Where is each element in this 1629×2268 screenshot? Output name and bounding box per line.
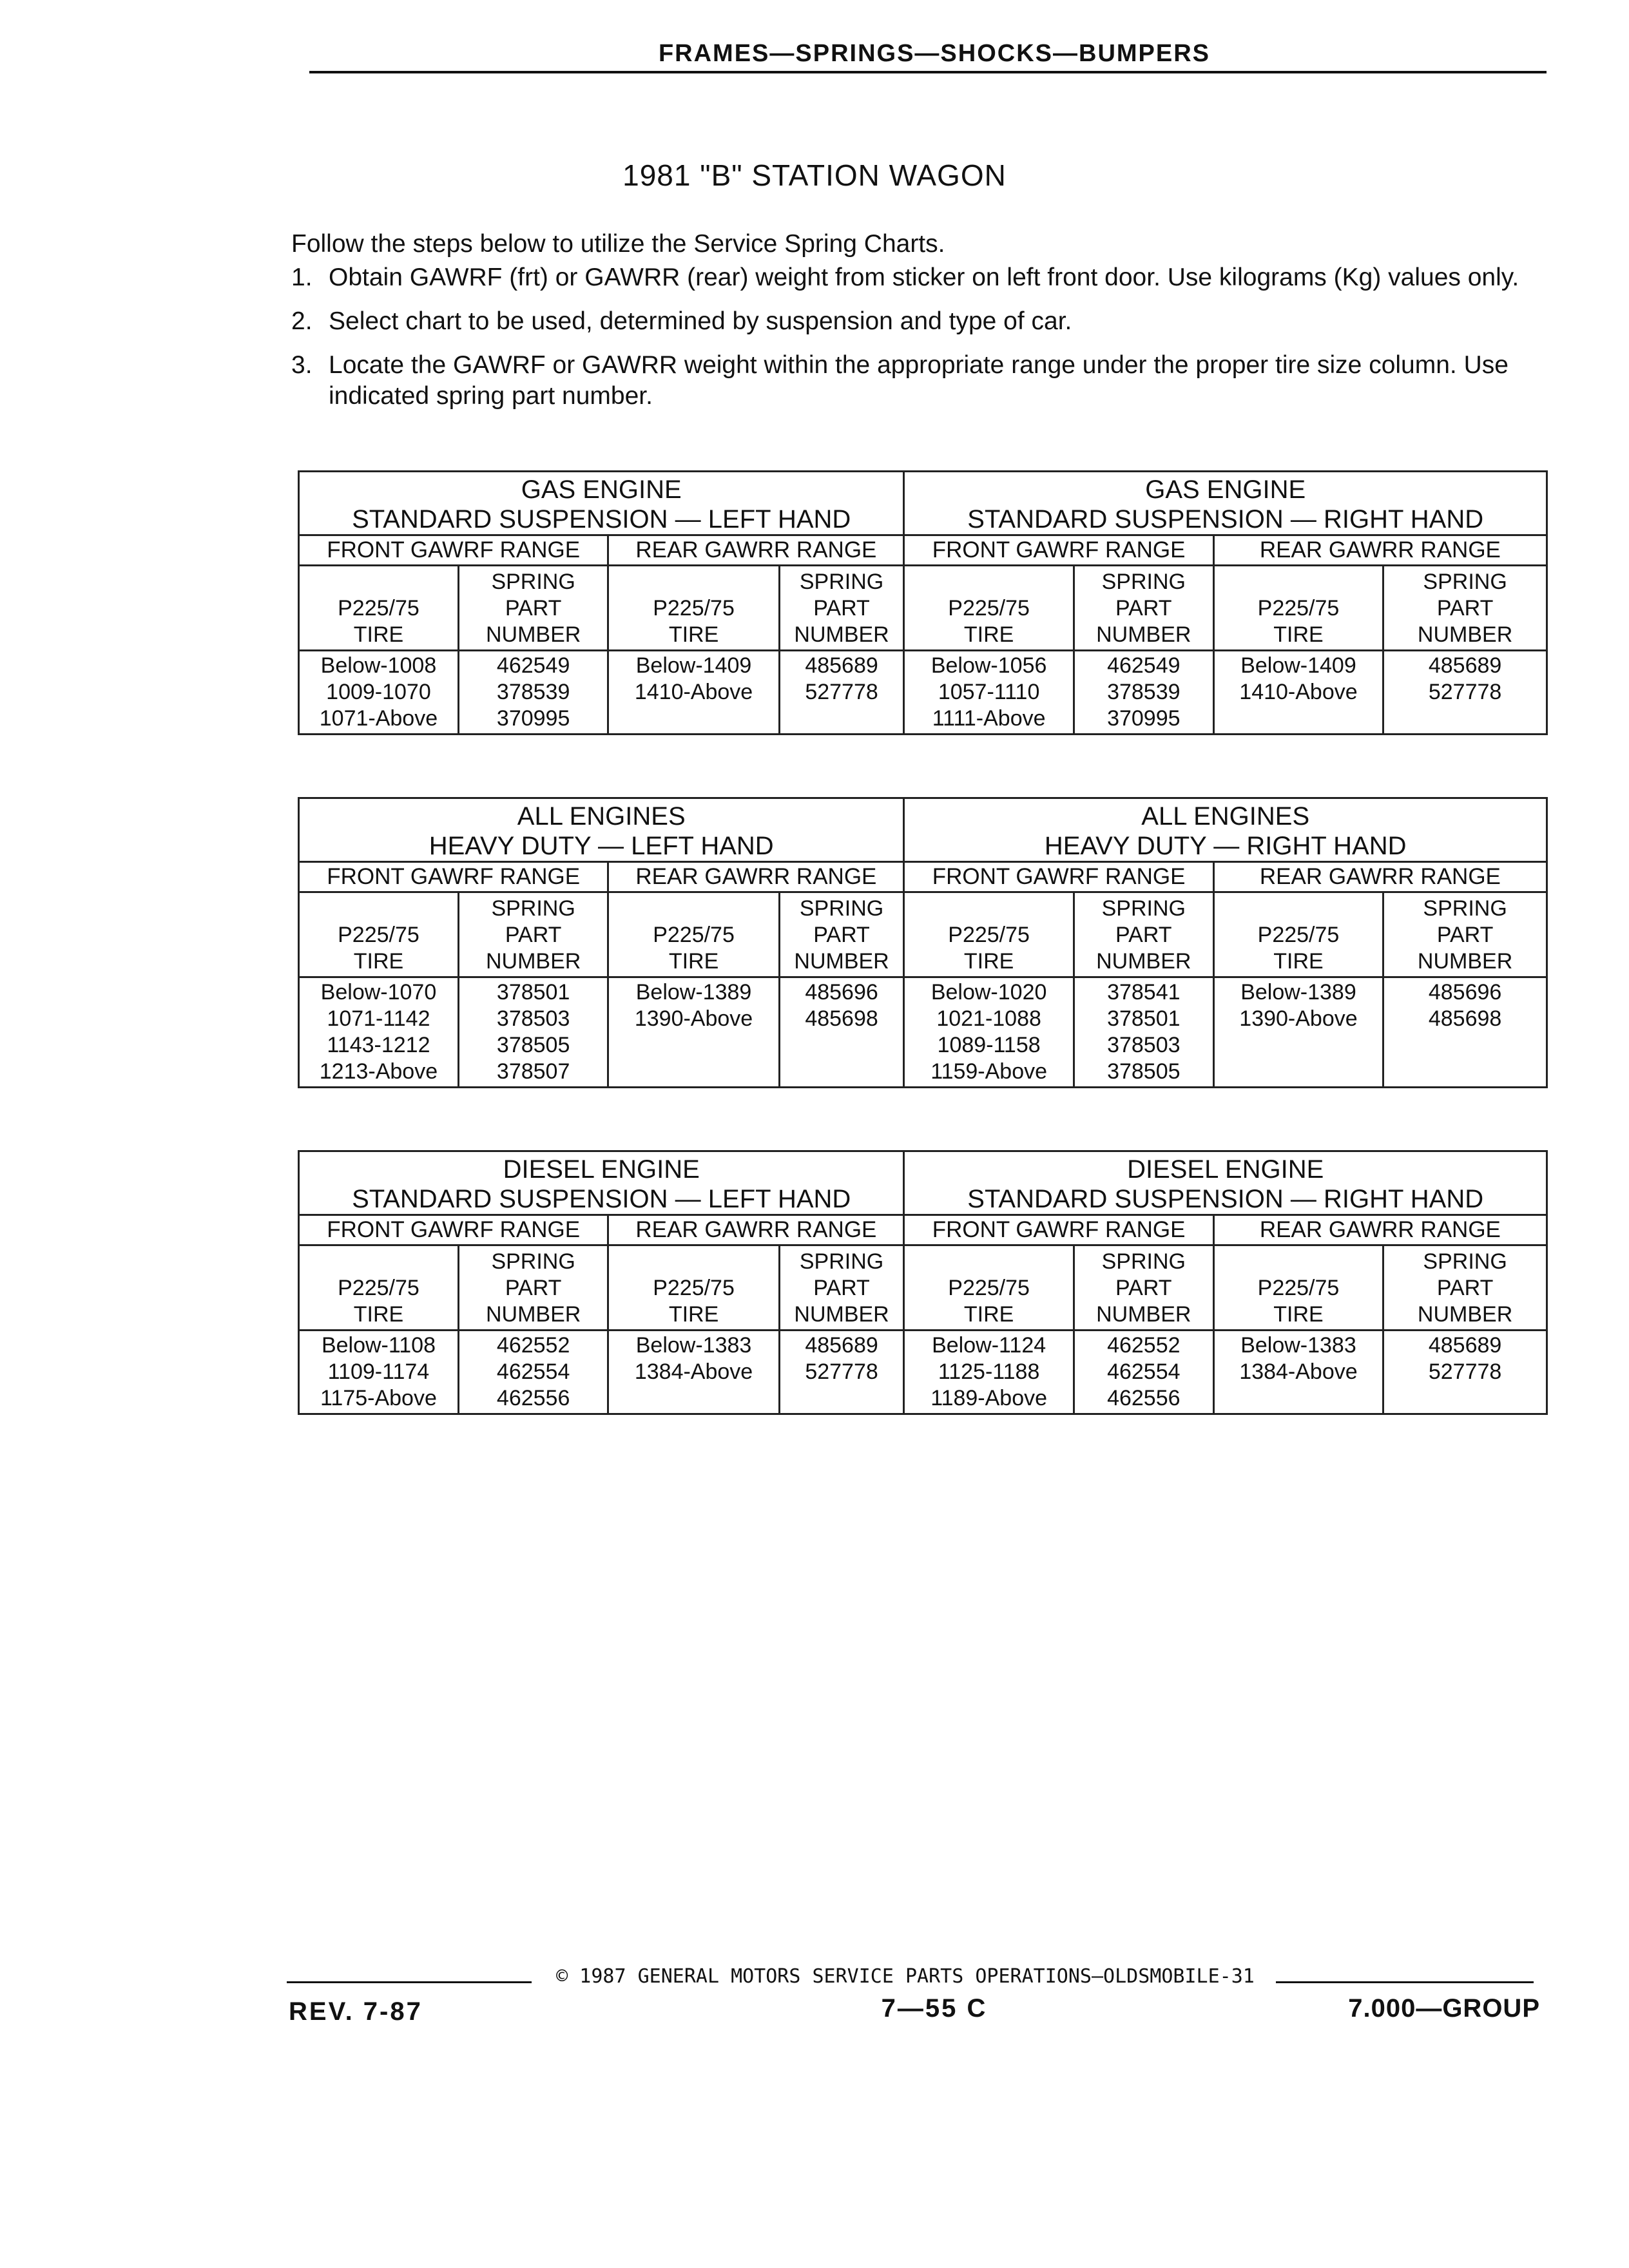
part-number-column (458, 977, 608, 1088)
weight-range-column (904, 1331, 1074, 1414)
column-header-line: SPRING (1423, 1249, 1507, 1274)
weight-range-cell: 1384-Above (1239, 1360, 1358, 1384)
tire-column-header (299, 1245, 459, 1331)
weight-range-column (1213, 651, 1383, 735)
column-header-line: TIRE (963, 622, 1014, 647)
step-text: Obtain GAWRF (frt) or GAWRR (rear) weight from sticker on left front door. Use kilograms (Kg) values only. (329, 264, 1519, 291)
part-number-cell: 485689 (1428, 1333, 1502, 1358)
part-number-column-header (1074, 892, 1213, 977)
chart-title-line: GAS ENGINE (521, 476, 682, 504)
part-number-column (1074, 651, 1213, 735)
column-header-line: P225/75 (1257, 1276, 1340, 1300)
column-header-line: SPRING (1423, 570, 1507, 594)
column-header-line: NUMBER (794, 1302, 889, 1327)
footer-revision: REV. 7-87 (289, 1997, 423, 2026)
left-title (299, 472, 904, 535)
weight-range-cell: Below-1383 (1240, 1333, 1356, 1358)
values-row (299, 651, 1547, 735)
part-number-cell: 485689 (805, 653, 878, 678)
range-label-row (299, 862, 1547, 892)
front-range-label: FRONT GAWRF RANGE (299, 1215, 608, 1245)
column-header-line: PART (505, 596, 562, 620)
column-header-line: NUMBER (1096, 1302, 1191, 1327)
part-number-column-header (1074, 1245, 1213, 1331)
part-number-cell: 527778 (1428, 1360, 1502, 1384)
part-number-column (1074, 1331, 1213, 1414)
weight-range-cell: 1109-1174 (327, 1360, 430, 1384)
weight-range-cell: 1175-Above (320, 1386, 437, 1410)
weight-range-cell: 1057-1110 (938, 680, 1040, 704)
column-header-line: PART (813, 923, 870, 947)
column-header-line: NUMBER (485, 949, 581, 974)
weight-range-cell: 1111-Above (932, 706, 1046, 731)
tire-column-header (904, 566, 1074, 651)
chart-title-line: HEAVY DUTY — RIGHT HAND (1044, 832, 1407, 860)
chart-title-line: STANDARD SUSPENSION — LEFT HAND (352, 1185, 851, 1213)
column-header-line: NUMBER (794, 622, 889, 647)
column-header-row (299, 892, 1547, 977)
weight-range-cell: 1189-Above (930, 1386, 1048, 1410)
part-number-cell: 370995 (1107, 706, 1181, 731)
column-header-line: TIRE (1273, 1302, 1324, 1327)
column-header-line: PART (1436, 923, 1494, 947)
right-title (904, 1151, 1547, 1215)
part-number-column-header (1074, 566, 1213, 651)
tire-column-header (299, 566, 459, 651)
part-number-cell: 485689 (805, 1333, 878, 1358)
values-row (299, 1331, 1547, 1414)
front-range-label: FRONT GAWRF RANGE (904, 862, 1213, 892)
front-range-label: FRONT GAWRF RANGE (299, 862, 608, 892)
part-number-column (1383, 1331, 1547, 1414)
column-header-line: PART (1115, 1276, 1172, 1300)
part-number-cell: 378539 (1107, 680, 1181, 704)
part-number-cell: 378539 (496, 680, 570, 704)
column-header-line: TIRE (353, 1302, 404, 1327)
part-number-cell: 527778 (1428, 680, 1502, 704)
column-header-line: NUMBER (794, 949, 889, 974)
weight-range-column (299, 977, 459, 1088)
chart-title-line: GAS ENGINE (1145, 476, 1306, 504)
part-number-column (779, 651, 904, 735)
column-header-line: TIRE (668, 949, 719, 974)
column-header-line: PART (505, 923, 562, 947)
weight-range-column (1213, 1331, 1383, 1414)
part-number-cell: 462549 (496, 653, 570, 678)
weight-range-cell: 1410-Above (634, 680, 753, 704)
tire-column-header (904, 892, 1074, 977)
weight-range-cell: Below-1020 (930, 980, 1047, 1004)
part-number-cell: 378505 (1107, 1059, 1181, 1084)
part-number-cell: 527778 (805, 680, 878, 704)
section-header: FRAMES—SPRINGS—SHOCKS—BUMPERS (658, 40, 1211, 67)
left-title (299, 798, 904, 862)
weight-range-column (299, 1331, 459, 1414)
footer-group: 7.000—GROUP (1348, 1994, 1540, 2023)
column-header-line: P225/75 (948, 1276, 1030, 1300)
chart-title-row (299, 472, 1547, 535)
column-header-line: NUMBER (485, 1302, 581, 1327)
rear-range-label: REAR GAWRR RANGE (608, 535, 904, 566)
spring-chart-gas-standard (298, 470, 1548, 735)
part-number-column (1074, 977, 1213, 1088)
weight-range-cell: 1089-1158 (937, 1033, 1041, 1057)
part-number-column-header (779, 1245, 904, 1331)
chart-title-line: STANDARD SUSPENSION — LEFT HAND (352, 505, 851, 533)
rear-range-label: REAR GAWRR RANGE (1213, 862, 1547, 892)
part-number-cell: 462556 (1107, 1386, 1181, 1410)
part-number-cell: 485698 (805, 1006, 878, 1031)
column-header-line: TIRE (668, 1302, 719, 1327)
footer-copyright: © 1987 GENERAL MOTORS SERVICE PARTS OPERATIONS—OLDSMOBILE-31 (556, 1965, 1255, 1988)
column-header-line: PART (1115, 596, 1172, 620)
part-number-column-header (1383, 892, 1547, 977)
part-number-cell: 378501 (1107, 1006, 1181, 1031)
part-number-cell: 370995 (496, 706, 570, 731)
weight-range-cell: Below-1389 (1240, 980, 1356, 1004)
chart-title-row (299, 798, 1547, 862)
weight-range-cell: 1159-Above (930, 1059, 1048, 1084)
column-header-line: NUMBER (1096, 622, 1191, 647)
column-header-line: SPRING (799, 1249, 884, 1274)
weight-range-column (904, 977, 1074, 1088)
column-header-line: NUMBER (485, 622, 581, 647)
part-number-cell: 378541 (1107, 980, 1181, 1004)
part-number-column-header (1383, 1245, 1547, 1331)
tire-column-header (904, 1245, 1074, 1331)
weight-range-cell: 1390-Above (634, 1006, 753, 1031)
column-header-line: SPRING (491, 570, 575, 594)
weight-range-cell: Below-1056 (930, 653, 1047, 678)
chart-title-row (299, 1151, 1547, 1215)
column-header-line: P225/75 (1257, 596, 1340, 620)
column-header-line: P225/75 (948, 596, 1030, 620)
part-number-cell: 378503 (1107, 1033, 1181, 1057)
part-number-cell: 462549 (1107, 653, 1181, 678)
instruction-step (291, 262, 1554, 293)
column-header-line: P225/75 (338, 923, 419, 947)
column-header-line: NUMBER (1417, 622, 1513, 647)
instruction-step (291, 306, 1554, 337)
spring-chart-diesel-standard (298, 1150, 1548, 1415)
tire-column-header (1213, 892, 1383, 977)
rear-range-label: REAR GAWRR RANGE (608, 862, 904, 892)
step-number: 3. (291, 351, 313, 379)
weight-range-cell: Below-1008 (320, 653, 437, 678)
step-number: 2. (291, 307, 313, 335)
column-header-line: P225/75 (338, 1276, 419, 1300)
column-header-line: PART (813, 596, 870, 620)
part-number-column (779, 1331, 904, 1414)
column-header-line: PART (1436, 596, 1494, 620)
part-number-cell: 462554 (1107, 1360, 1181, 1384)
weight-range-cell: Below-1070 (320, 980, 437, 1004)
footer-rule-right (1276, 1981, 1534, 1983)
weight-range-column (608, 651, 779, 735)
column-header-row (299, 1245, 1547, 1331)
part-number-cell: 378501 (496, 980, 570, 1004)
weight-range-cell: 1410-Above (1239, 680, 1358, 704)
footer-rule-left (287, 1981, 532, 1983)
weight-range-cell: 1021-1088 (936, 1006, 1041, 1031)
step-text: Select chart to be used, determined by suspension and type of car. (329, 307, 1072, 335)
part-number-cell: 462552 (496, 1333, 570, 1358)
part-number-cell: 485698 (1428, 1006, 1502, 1031)
part-number-cell: 378505 (496, 1033, 570, 1057)
weight-range-column (299, 651, 459, 735)
part-number-cell: 378503 (496, 1006, 570, 1031)
weight-range-cell: Below-1108 (321, 1333, 436, 1358)
step-number: 1. (291, 264, 313, 291)
footer-page-number: 7—55 C (881, 1994, 988, 2023)
part-number-column-header (779, 892, 904, 977)
column-header-line: SPRING (491, 1249, 575, 1274)
column-header-line: TIRE (963, 1302, 1014, 1327)
part-number-column (1383, 977, 1547, 1088)
column-header-line: PART (1115, 923, 1172, 947)
tire-column-header (608, 1245, 779, 1331)
part-number-cell: 485696 (805, 980, 878, 1004)
range-label-row (299, 535, 1547, 566)
weight-range-cell: 1009-1070 (326, 680, 431, 704)
column-header-line: P225/75 (653, 1276, 735, 1300)
part-number-column-header (779, 566, 904, 651)
column-header-line: TIRE (963, 949, 1014, 974)
range-label-row (299, 1215, 1547, 1245)
instructions-intro: Follow the steps below to utilize the Service Spring Charts. (291, 230, 945, 258)
part-number-cell: 462552 (1107, 1333, 1181, 1358)
column-header-line: TIRE (353, 622, 404, 647)
column-header-line: PART (1436, 1276, 1494, 1300)
weight-range-cell: 1071-1142 (327, 1006, 430, 1031)
column-header-line: P225/75 (653, 923, 735, 947)
column-header-line: SPRING (1423, 896, 1507, 921)
tire-column-header (1213, 1245, 1383, 1331)
chart-title-line: DIESEL ENGINE (1127, 1155, 1324, 1184)
weight-range-cell: Below-1124 (932, 1333, 1046, 1358)
column-header-line: NUMBER (1417, 949, 1513, 974)
column-header-line: P225/75 (653, 596, 735, 620)
weight-range-cell: 1384-Above (634, 1360, 753, 1384)
chart-title-line: STANDARD SUSPENSION — RIGHT HAND (967, 505, 1484, 533)
chart-title-line: STANDARD SUSPENSION — RIGHT HAND (967, 1185, 1484, 1213)
left-title (299, 1151, 904, 1215)
chart-title-line: DIESEL ENGINE (503, 1155, 700, 1184)
column-header-line: TIRE (1273, 949, 1324, 974)
rear-range-label: REAR GAWRR RANGE (1213, 1215, 1547, 1245)
part-number-cell: 485689 (1428, 653, 1502, 678)
column-header-line: P225/75 (1257, 923, 1340, 947)
tire-column-header (1213, 566, 1383, 651)
part-number-column-header (1383, 566, 1547, 651)
part-number-cell: 527778 (805, 1360, 878, 1384)
spring-chart-heavy-duty (298, 797, 1548, 1088)
weight-range-cell: 1125-1188 (938, 1360, 1040, 1384)
column-header-line: TIRE (353, 949, 404, 974)
front-range-label: FRONT GAWRF RANGE (904, 535, 1213, 566)
step-text: Locate the GAWRF or GAWRR weight within the appropriate range under the proper tire size column. Use indicated spring part number. (329, 351, 1509, 410)
values-row (299, 977, 1547, 1088)
instructions (291, 229, 1554, 425)
part-number-cell: 378507 (496, 1059, 570, 1084)
tire-column-header (608, 566, 779, 651)
chart-title-line: ALL ENGINES (1141, 802, 1310, 831)
part-number-cell: 485696 (1428, 980, 1502, 1004)
column-header-line: TIRE (668, 622, 719, 647)
instruction-step (291, 350, 1554, 412)
chart-title-line: ALL ENGINES (517, 802, 686, 831)
tire-column-header (299, 892, 459, 977)
front-range-label: FRONT GAWRF RANGE (904, 1215, 1213, 1245)
tire-column-header (608, 892, 779, 977)
weight-range-cell: Below-1409 (1240, 653, 1356, 678)
part-number-column (1383, 651, 1547, 735)
column-header-line: PART (813, 1276, 870, 1300)
right-title (904, 472, 1547, 535)
part-number-cell: 462556 (496, 1386, 570, 1410)
part-number-column (458, 651, 608, 735)
part-number-column (779, 977, 904, 1088)
rear-range-label: REAR GAWRR RANGE (608, 1215, 904, 1245)
chart-title-line: HEAVY DUTY — LEFT HAND (429, 832, 774, 860)
column-header-line: SPRING (799, 570, 884, 594)
column-header-line: P225/75 (948, 923, 1030, 947)
right-title (904, 798, 1547, 862)
column-header-row (299, 566, 1547, 651)
document-title: 1981 "B" STATION WAGON (622, 159, 1007, 192)
weight-range-cell: Below-1389 (635, 980, 752, 1004)
part-number-cell: 462554 (496, 1360, 570, 1384)
column-header-line: PART (505, 1276, 562, 1300)
column-header-line: NUMBER (1417, 1302, 1513, 1327)
weight-range-cell: 1390-Above (1239, 1006, 1358, 1031)
front-range-label: FRONT GAWRF RANGE (299, 535, 608, 566)
part-number-column-header (458, 566, 608, 651)
weight-range-column (608, 977, 779, 1088)
weight-range-column (1213, 977, 1383, 1088)
part-number-column-header (458, 1245, 608, 1331)
column-header-line: TIRE (1273, 622, 1324, 647)
weight-range-cell: 1213-Above (319, 1059, 438, 1084)
part-number-column-header (458, 892, 608, 977)
column-header-line: SPRING (491, 896, 575, 921)
weight-range-column (904, 651, 1074, 735)
column-header-line: P225/75 (338, 596, 419, 620)
part-number-column (458, 1331, 608, 1414)
column-header-line: SPRING (1101, 1249, 1186, 1274)
rear-range-label: REAR GAWRR RANGE (1213, 535, 1547, 566)
weight-range-cell: 1071-Above (319, 706, 438, 731)
weight-range-cell: Below-1409 (635, 653, 752, 678)
weight-range-cell: 1143-1212 (327, 1033, 430, 1057)
weight-range-column (608, 1331, 779, 1414)
column-header-line: NUMBER (1096, 949, 1191, 974)
column-header-line: SPRING (1101, 896, 1186, 921)
column-header-line: SPRING (1101, 570, 1186, 594)
column-header-line: SPRING (799, 896, 884, 921)
weight-range-cell: Below-1383 (635, 1333, 752, 1358)
header-rule (309, 71, 1547, 73)
